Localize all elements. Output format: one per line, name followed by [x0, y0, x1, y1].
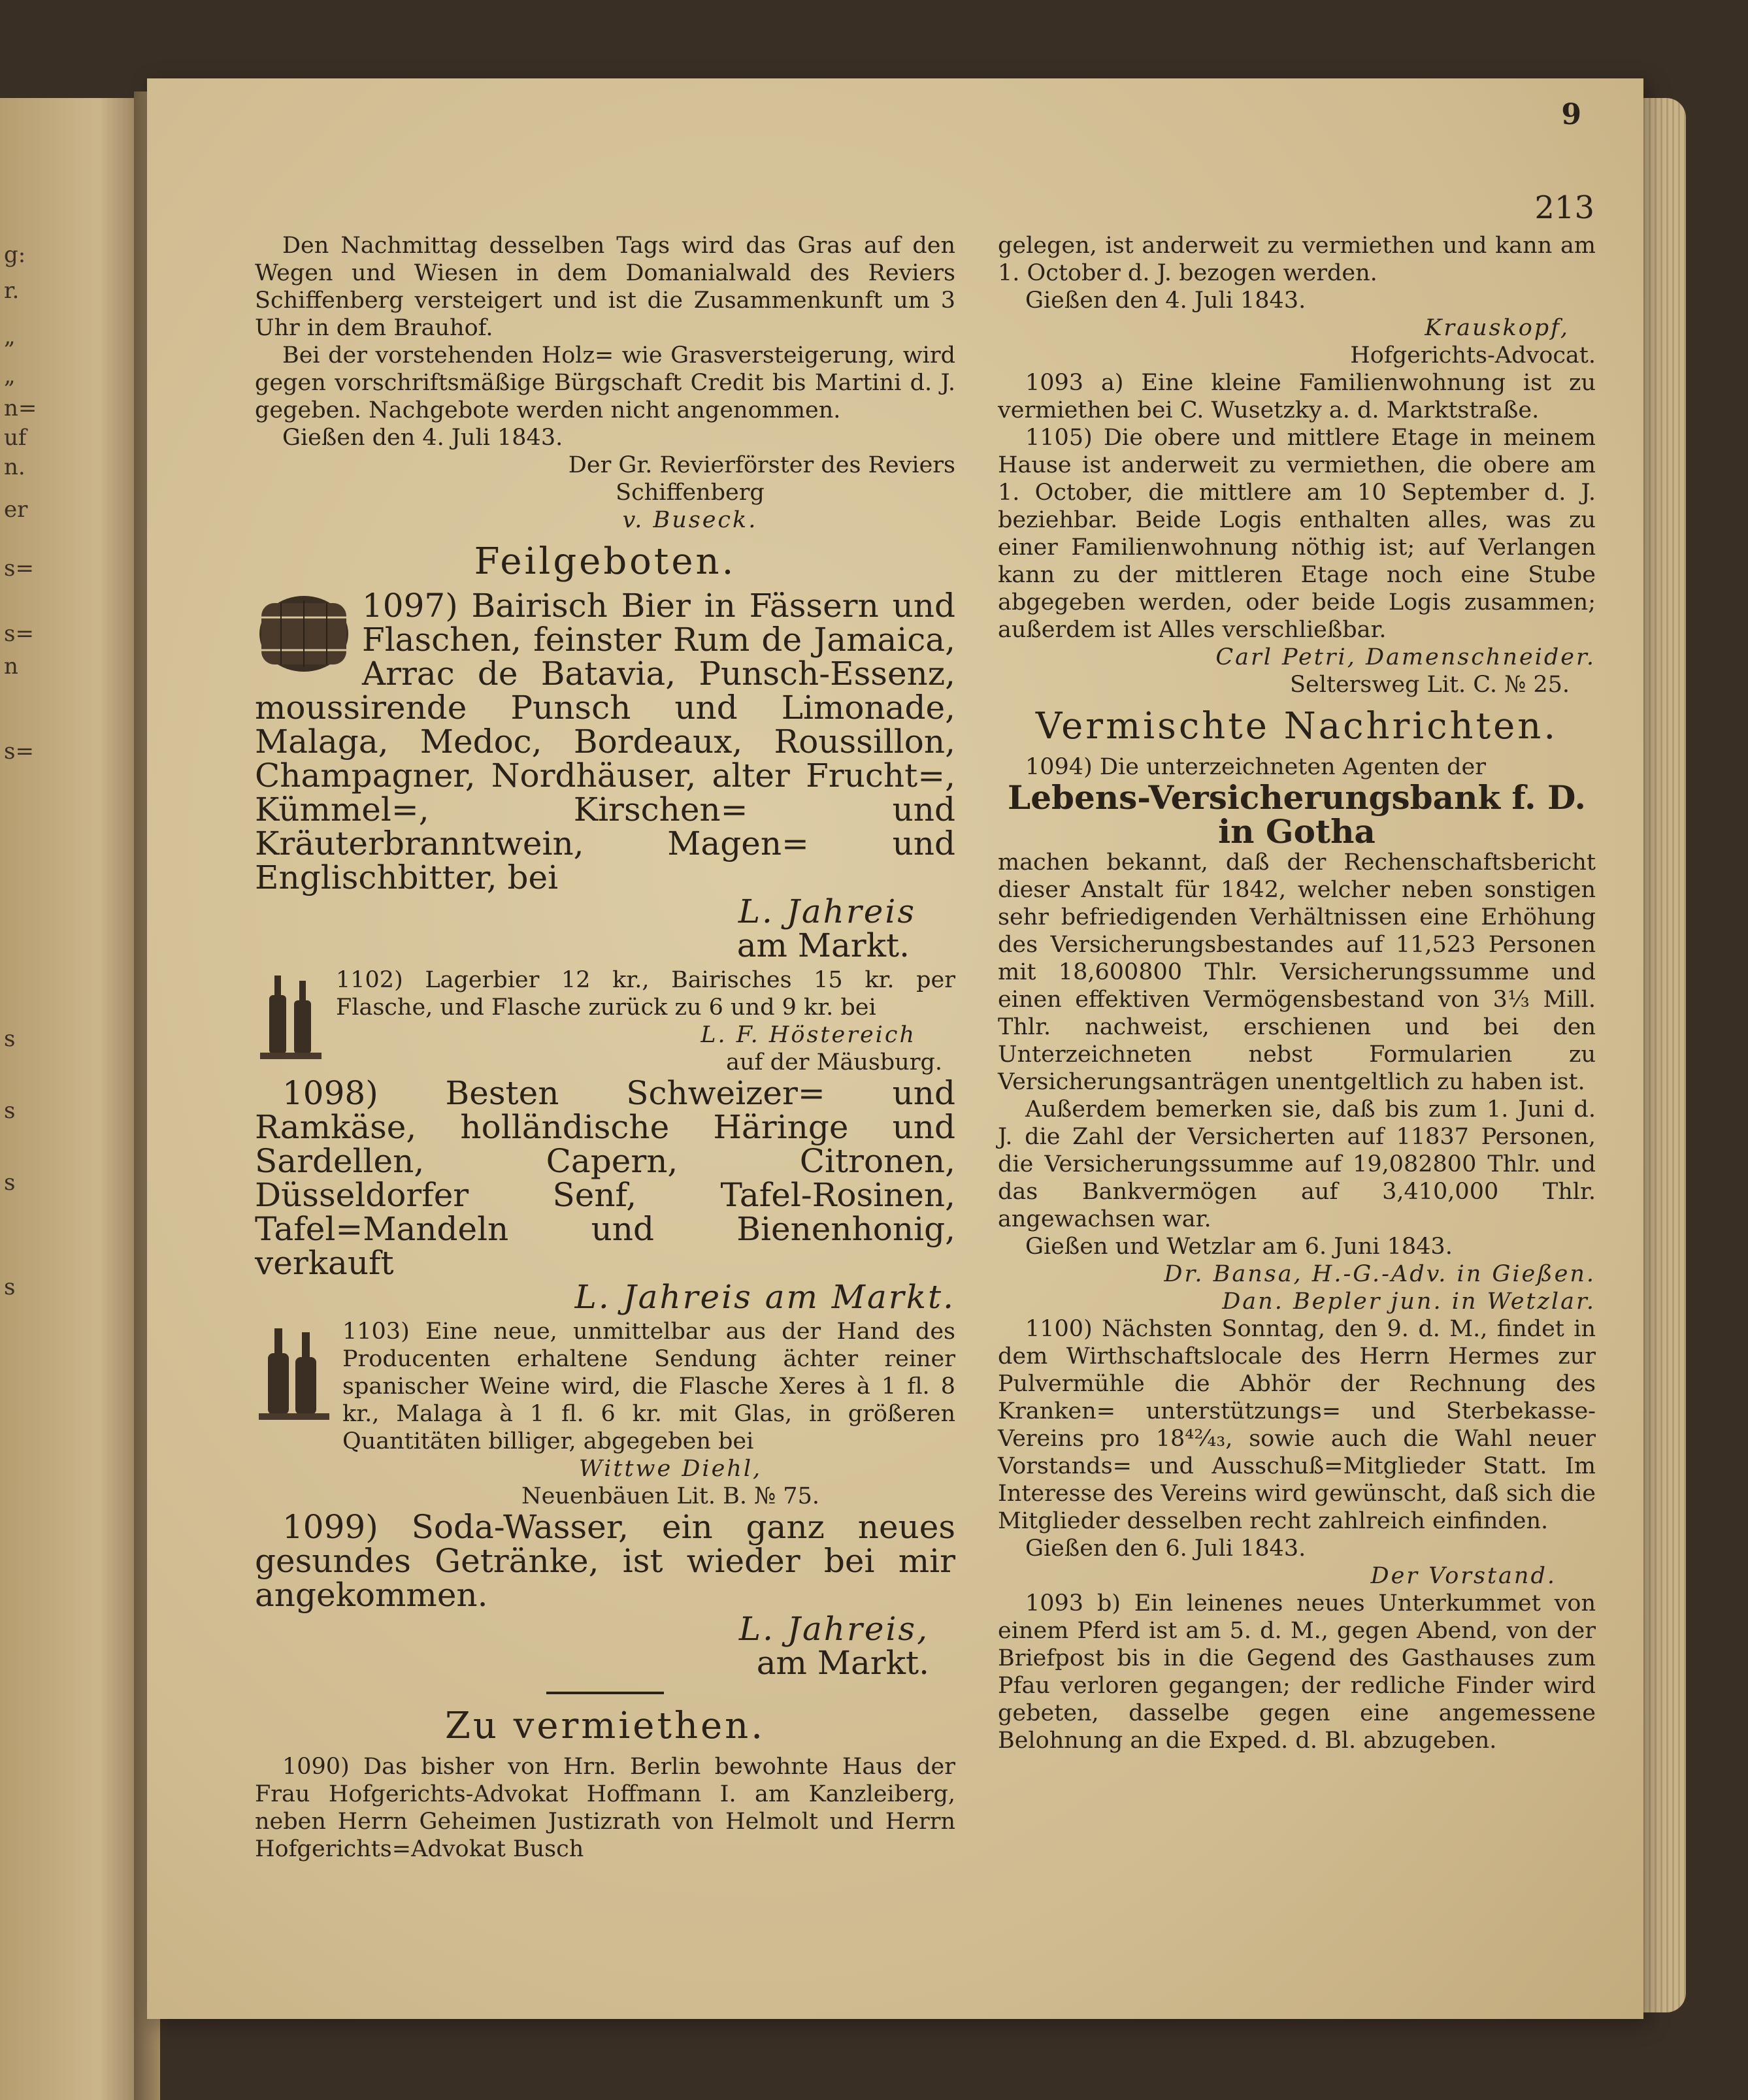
ad-text: 1093 b) Ein leinenes neues Unterkummet von einem Pferd ist am 5. d. M., gegen Abend, von der Briefpost bis in die Gegend des Gasthauses zum Pfau verloren gegangen; der redliche Finder wird gebeten, dasselbe gegen eine angemessene Belohnung an die Exped. d. Bl. abzugeben. — [998, 1590, 1596, 1754]
left-page-edge — [0, 98, 140, 2100]
signature: Seltersweg Lit. C. № 25. — [1290, 672, 1570, 698]
margin-fragment: n. — [4, 454, 25, 480]
signature: Krauskopf, — [1425, 315, 1570, 341]
paragraph: Den Nachmittag desselben Tags wird das Gras auf den Wegen und Wiesen in dem Domanialwald des Reviers Schiffenberg versteigert und ist die Zusammenkunft um 3 Uhr in dem Brauhof. — [255, 233, 955, 341]
ad-text: 1099) Soda-Wasser, ein ganz neues gesundes Getränke, ist wieder bei mir angekommen. — [255, 1508, 955, 1614]
margin-fragment: r. — [4, 278, 20, 304]
margin-fragment: s — [4, 1026, 16, 1052]
margin-fragment: er — [4, 497, 28, 523]
signature: am Markt. — [756, 1644, 929, 1682]
date-line: Gießen und Wetzlar am 6. Juni 1843. — [1025, 1234, 1453, 1260]
signature: Wittwe Diehl, — [578, 1456, 763, 1482]
margin-fragment: s — [4, 1170, 16, 1196]
date-line: Gießen den 4. Juli 1843. — [282, 425, 563, 451]
margin-fragment: s= — [4, 555, 34, 582]
margin-fragment: s= — [4, 621, 34, 647]
signature: L. Jahreis am Markt. — [574, 1278, 955, 1316]
signature: Der Vorstand. — [1370, 1563, 1557, 1589]
signature: Neuenbäuen Lit. B. № 75. — [521, 1483, 819, 1509]
ad-text: 1090) Das bisher von Hrn. Berlin bewohnte Haus der Frau Hofgerichts-Advokat Hoffmann I. am Kanzleiberg, neben Herrn Geheimen Justizrath von Helmolt und Herrn Hofgerichts=Advokat Busch — [255, 1754, 955, 1862]
signature: L. Jahreis, — [738, 1610, 929, 1648]
margin-fragment: s — [4, 1098, 16, 1124]
ad-text: 1094) Die unterzeichneten Agenten der — [1025, 754, 1486, 780]
ad-text: 1093 a) Eine kleine Familienwohnung ist zu vermiethen bei C. Wusetzky a. d. Marktstraße. — [998, 370, 1596, 423]
bottles-icon — [255, 969, 327, 1074]
signature: Schiffenberg — [616, 480, 765, 506]
date-line: Gießen den 6. Juli 1843. — [1025, 1535, 1306, 1562]
date-line: Gießen den 4. Juli 1843. — [1025, 287, 1306, 314]
ad-text: machen bekannt, daß der Rechenschaftsbericht dieser Anstalt für 1842, welcher neben sonstigen sehr befriedigenden Verhältnissen eine Erhöhung des Versicherungsbestandes auf 11,523 Personen mit 18,600800 Thlr. Versicherungssumme und einen effektiven Vermögensbestand von 3⅓ Mill. Thlr. nachweist, erschienen und bei den Unterzeichneten nebst Formularien zu Versicherungsanträgen unentgeltlich zu haben ist. — [998, 849, 1596, 1095]
ad-text: 1105) Die obere und mittlere Etage in meinem Hause ist anderweit zu vermiethen, die obere am 1. October, die mittlere am 10 September d. J. beziehbar. Beide Logis enthalten alles, was zu einer Familienwohnung nöthig ist; auf Verlangen kann zu der mittleren Etage noch eine Stube abgegeben werden, oder beide Logis zusammen; außerdem ist Alles verschließbar. — [998, 425, 1596, 643]
company-name: Lebens-Versicherungsbank f. D. — [1008, 778, 1586, 817]
signature: auf der Mäusburg. — [726, 1049, 942, 1075]
right-column — [998, 232, 1596, 1754]
divider — [546, 1692, 664, 1694]
margin-fragment: n= — [4, 395, 37, 421]
margin-fragment: s — [4, 1274, 16, 1300]
ad-text: 1097) Bairisch Bier in Fässern und Flaschen, feinster Rum de Jamaica, Arrac de Batavia, Punsch-Essenz, moussirende Punsch und Limonade, Malaga, Medoc, Bordeaux, Roussillon, Champagner, Nordhäuser, alter Frucht=, Kümmel=, Kirschen= und Kräuterbranntwein, Magen= und Englischbitter, bei — [255, 587, 955, 896]
company-city: in Gotha — [1218, 812, 1376, 851]
ad-text: Außerdem bemerken sie, daß bis zum 1. Juni d. J. die Zahl der Versicherten auf 11837 Personen, die Versicherungssumme auf 19,082800 Thlr. und das Bankvermögen auf 3,410,000 Thlr. angewachsen war. — [998, 1096, 1596, 1232]
margin-fragment: s= — [4, 738, 34, 764]
signature: Carl Petri, Damenschneider. — [1215, 644, 1596, 670]
page-number: 213 — [1534, 189, 1594, 226]
paragraph: gelegen, ist anderweit zu vermiethen und kann am 1. October d. J. bezogen werden. — [998, 233, 1596, 286]
signature: L. F. Höstereich — [701, 1022, 916, 1048]
signature: Hofgerichts-Advocat. — [1350, 342, 1596, 369]
ad-text: 1102) Lagerbier 12 kr., Bairisches 15 kr. per Flasche, und Flasche zurück zu 6 und 9 kr. bei — [336, 967, 955, 1021]
margin-fragment: n — [4, 653, 18, 680]
ad-text: 1103) Eine neue, unmittelbar aus der Hand des Producenten erhaltene Sendung ächter reiner spanischer Weine wird, die Flasche Xeres à 1 fl. 8 kr., Malaga à 1 fl. 6 kr. mit Glas, in größeren Quantitäten billiger, abgegeben bei — [342, 1319, 955, 1454]
section-heading: Vermischte Nachrichten. — [1035, 705, 1558, 747]
margin-fragment: g: — [4, 242, 26, 268]
barrel-icon — [255, 591, 353, 683]
signature: am Markt. — [736, 927, 910, 964]
margin-fragment: uf — [4, 425, 27, 451]
signature: L. Jahreis — [738, 893, 916, 930]
section-heading: Zu vermiethen. — [444, 1705, 766, 1747]
advertisement-1102 — [255, 966, 955, 1076]
left-column — [255, 232, 955, 1863]
signature: v. Buseck. — [622, 507, 758, 533]
signature: Der Gr. Revierförster des Reviers — [568, 452, 955, 478]
advertisement-1103 — [255, 1318, 955, 1510]
signature: Dr. Bansa, H.-G.-Adv. in Gießen. — [1164, 1261, 1596, 1287]
ad-text: 1100) Nächsten Sonntag, den 9. d. M., findet in dem Wirthschaftslocale des Herrn Hermes zur Pulvermühle die Abhör der Rechnung des Kranken= unterstützungs= und Sterbekasse-Vereins pro 18⁴²⁄₄₃, sowie auch die Wahl neuer Vorstands= und Ausschuß=Mitglieder Statt. Im Interesse des Vereins wird gewünscht, daß sich die Mitglieder desselben recht zahlreich einfinden. — [998, 1316, 1596, 1534]
newspaper-page — [147, 78, 1643, 2019]
margin-fragment: „ — [4, 323, 16, 350]
signature-mark: 9 — [1561, 98, 1581, 131]
margin-fragment: „ — [4, 363, 16, 389]
signature: Dan. Bepler jun. in Wetzlar. — [1222, 1288, 1596, 1315]
advertisement-1097 — [255, 589, 955, 962]
paragraph: Bei der vorstehenden Holz= wie Grasversteigerung, wird gegen vorschriftsmäßige Bürgschaft Credit bis Martini d. J. gegeben. Nachgebote werden nicht angenommen. — [255, 342, 955, 423]
wine-bottles-icon — [255, 1321, 333, 1432]
section-heading: Feilgeboten. — [474, 540, 736, 583]
ad-text: 1098) Besten Schweizer= und Ramkäse, holländische Häringe und Sardellen, Capern, Citronen, Düsseldorfer Senf, Tafel-Rosinen, Tafel=Mandeln und Bienenhonig, verkauft — [255, 1074, 955, 1282]
